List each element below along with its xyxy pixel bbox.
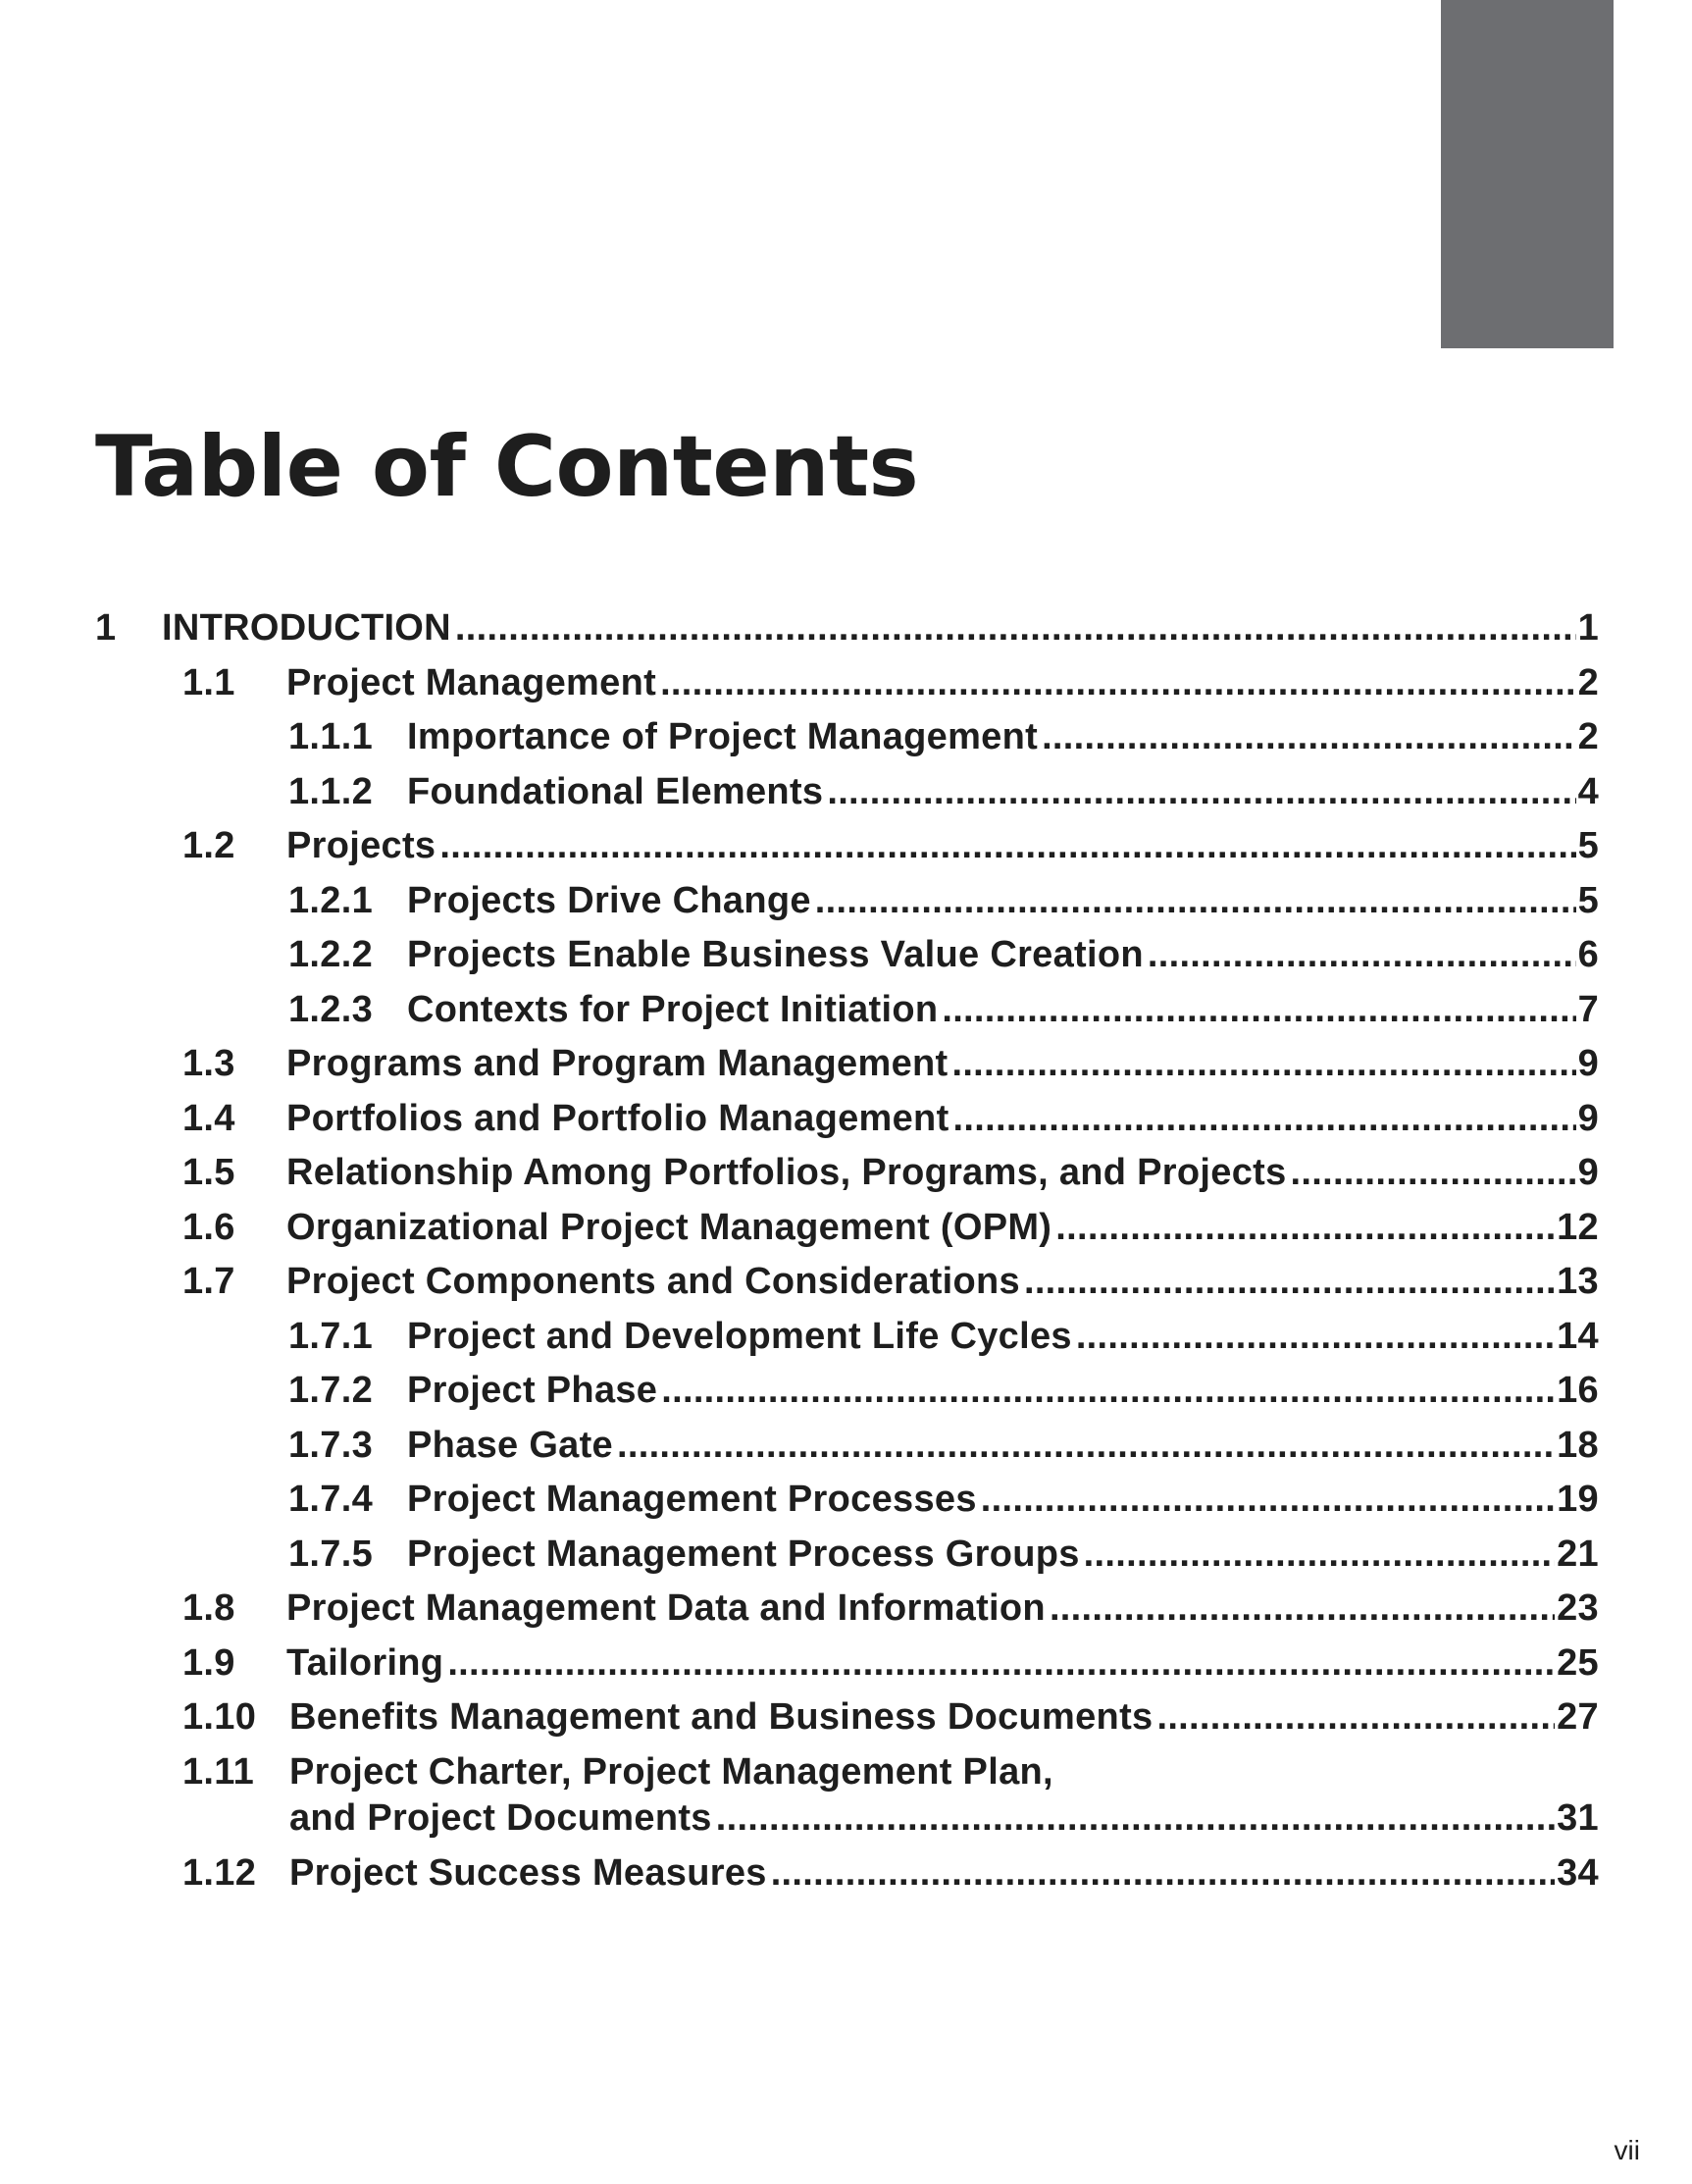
- toc-entry-page: 21: [1557, 1533, 1599, 1575]
- dot-leader: [1148, 928, 1576, 983]
- toc-entry-page: 12: [1557, 1206, 1599, 1248]
- toc-entry-page: 5: [1577, 879, 1599, 921]
- toc-entry-number: 1.11: [182, 1750, 255, 1793]
- toc-entry-number: 1.3: [182, 1043, 235, 1084]
- toc-entry[interactable]: [95, 874, 1599, 929]
- toc-entry-title: Contexts for Project Initiation: [407, 988, 939, 1030]
- toc-entry-title: Project Management: [286, 661, 657, 703]
- toc-entry-number: 1.7: [182, 1261, 235, 1302]
- table-of-contents: [95, 601, 1599, 1900]
- chapter-tab-marker: [1441, 0, 1614, 348]
- toc-entry[interactable]: [95, 765, 1599, 820]
- toc-entry-page: 16: [1557, 1370, 1599, 1411]
- dot-leader: [827, 765, 1575, 820]
- dot-leader: [716, 1792, 1555, 1846]
- dot-leader: [951, 1037, 1575, 1092]
- dot-leader: [953, 1092, 1576, 1147]
- toc-entry-title: Projects Drive Change: [407, 879, 811, 921]
- toc-entry[interactable]: [95, 983, 1599, 1038]
- toc-entry[interactable]: [95, 1745, 1599, 1846]
- toc-entry[interactable]: [95, 1037, 1599, 1092]
- toc-entry[interactable]: [95, 1201, 1599, 1256]
- toc-entry-page: 19: [1557, 1479, 1599, 1520]
- dot-leader: [439, 819, 1575, 874]
- toc-entry-title: Foundational Elements: [407, 770, 824, 812]
- toc-entry-number: 1.7.2: [288, 1370, 374, 1411]
- toc-entry-page: 4: [1577, 770, 1599, 812]
- dot-leader: [771, 1846, 1555, 1901]
- dot-leader: [660, 656, 1576, 711]
- dot-leader: [1156, 1690, 1555, 1745]
- toc-entry[interactable]: [95, 601, 1599, 656]
- toc-entry-page: 18: [1557, 1424, 1599, 1466]
- toc-entry-title: Programs and Program Management: [286, 1043, 949, 1084]
- toc-entry-number: 1.7.3: [288, 1424, 374, 1466]
- toc-entry-page: 25: [1557, 1641, 1599, 1684]
- toc-entry[interactable]: [95, 1582, 1599, 1637]
- toc-entry-number: 1.7.5: [288, 1533, 374, 1575]
- toc-entry-page: 2: [1577, 716, 1599, 757]
- toc-entry-title: Project and Development Life Cycles: [407, 1315, 1072, 1357]
- toc-entry-number: 1.1: [182, 661, 235, 703]
- toc-entry-number: 1.7.1: [288, 1315, 374, 1357]
- dot-leader: [1055, 1201, 1555, 1256]
- dot-leader: [942, 983, 1575, 1038]
- toc-entry[interactable]: [95, 1528, 1599, 1583]
- toc-entry[interactable]: [95, 1364, 1599, 1419]
- toc-entry-title: Project Success Measures: [289, 1851, 767, 1894]
- toc-entry-page: 1: [1577, 607, 1599, 649]
- toc-entry-page: 7: [1577, 988, 1599, 1030]
- toc-entry-title: Portfolios and Portfolio Management: [286, 1097, 949, 1139]
- toc-entry-page: 34: [1557, 1851, 1599, 1894]
- toc-entry-page: 23: [1557, 1587, 1599, 1629]
- toc-entry-title: INTRODUCTION: [162, 607, 451, 649]
- toc-entry[interactable]: [95, 928, 1599, 983]
- toc-entry-page: 2: [1577, 661, 1599, 703]
- toc-entry-page: 31: [1557, 1796, 1599, 1839]
- toc-entry-number: 1: [95, 607, 117, 649]
- toc-entry-title: and Project Documents: [289, 1796, 712, 1839]
- toc-entry-number: 1.8: [182, 1587, 235, 1629]
- toc-entry-page: 9: [1577, 1097, 1599, 1139]
- toc-entry-number: 1.4: [182, 1097, 235, 1139]
- toc-entry-number: 1.10: [182, 1696, 257, 1738]
- dot-leader: [1050, 1582, 1555, 1637]
- toc-entry-number: 1.1.1: [288, 716, 374, 757]
- dot-leader: [1024, 1255, 1555, 1310]
- toc-entry[interactable]: [95, 1473, 1599, 1528]
- toc-entry-title: Tailoring: [286, 1641, 444, 1684]
- toc-entry-number: 1.2.1: [288, 879, 374, 921]
- toc-entry-page: 27: [1557, 1696, 1599, 1738]
- toc-entry-number: 1.1.2: [288, 770, 374, 812]
- toc-entry[interactable]: [95, 710, 1599, 765]
- dot-leader: [1042, 710, 1576, 765]
- toc-entry[interactable]: [95, 1092, 1599, 1147]
- toc-entry-number: 1.5: [182, 1152, 235, 1193]
- dot-leader: [1291, 1146, 1576, 1201]
- dot-leader: [617, 1419, 1555, 1474]
- toc-entry-number: 1.2.3: [288, 988, 374, 1030]
- toc-entry-page: 13: [1557, 1261, 1599, 1302]
- toc-entry-title: Project Management Processes: [407, 1479, 977, 1520]
- dot-leader: [981, 1473, 1555, 1528]
- toc-entry-title: Project Charter, Project Management Plan,: [289, 1750, 1053, 1793]
- toc-entry-title: Phase Gate: [407, 1424, 613, 1466]
- dot-leader: [447, 1637, 1555, 1691]
- toc-entry-title: Relationship Among Portfolios, Programs, and Projects: [286, 1152, 1287, 1193]
- dot-leader: [661, 1364, 1555, 1419]
- toc-entry-number: 1.9: [182, 1641, 235, 1684]
- dot-leader: [1076, 1310, 1555, 1365]
- toc-entry-title: Importance of Project Management: [407, 716, 1039, 757]
- toc-entry[interactable]: [95, 656, 1599, 711]
- toc-entry[interactable]: [95, 1310, 1599, 1365]
- dot-leader: [1084, 1528, 1555, 1583]
- toc-entry-title: Project Management Process Groups: [407, 1533, 1080, 1575]
- toc-entry-title: Project Management Data and Information: [286, 1587, 1046, 1629]
- toc-entry-page: 14: [1557, 1315, 1599, 1357]
- toc-entry[interactable]: [95, 1419, 1599, 1474]
- toc-entry[interactable]: [95, 819, 1599, 874]
- toc-entry-number: 1.2: [182, 825, 235, 866]
- toc-entry[interactable]: [95, 1255, 1599, 1310]
- toc-entry-title: Organizational Project Management (OPM): [286, 1206, 1052, 1248]
- page-number: vii: [1614, 2135, 1640, 2165]
- toc-entry[interactable]: [95, 1146, 1599, 1201]
- toc-entry-page: 9: [1577, 1043, 1599, 1084]
- dot-leader: [455, 601, 1576, 656]
- toc-entry-page: 9: [1577, 1152, 1599, 1193]
- toc-entry-title: Benefits Management and Business Documents: [289, 1696, 1154, 1738]
- toc-entry[interactable]: [95, 1637, 1599, 1691]
- toc-entry-number: 1.12: [182, 1851, 257, 1894]
- toc-entry-title: Project Components and Considerations: [286, 1261, 1020, 1302]
- page-title: Table of Contents: [95, 418, 919, 516]
- toc-entry-number: 1.7.4: [288, 1479, 374, 1520]
- toc-entry-title: Projects Enable Business Value Creation: [407, 934, 1144, 975]
- toc-entry-title: Project Phase: [407, 1370, 658, 1411]
- toc-entry-page: 5: [1577, 825, 1599, 866]
- dot-leader: [815, 874, 1576, 929]
- toc-entry-title: Projects: [286, 825, 436, 866]
- toc-entry[interactable]: [95, 1846, 1599, 1901]
- toc-entry-page: 6: [1577, 934, 1599, 975]
- toc-entry-number: 1.6: [182, 1206, 235, 1248]
- toc-entry[interactable]: [95, 1690, 1599, 1745]
- toc-entry-number: 1.2.2: [288, 934, 374, 975]
